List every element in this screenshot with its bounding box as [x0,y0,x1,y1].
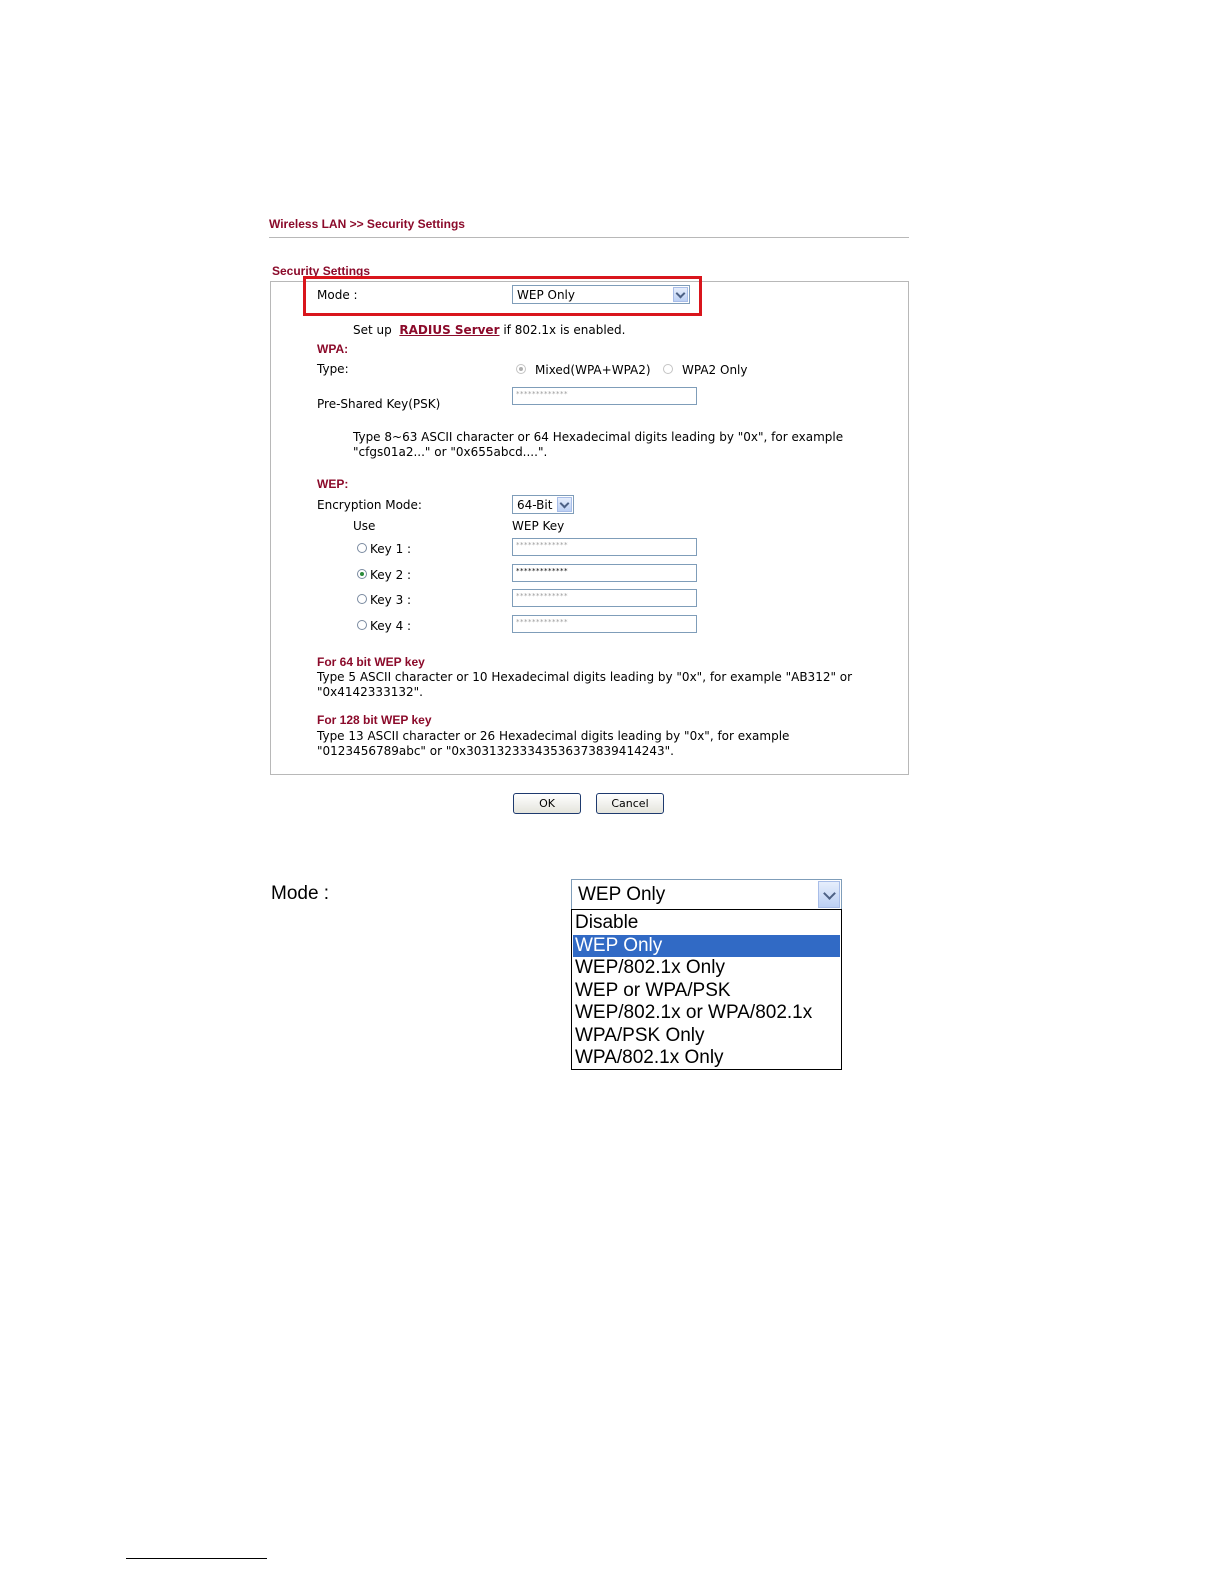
option-wpa-8021x-only[interactable]: WPA/802.1x Only [575,1047,724,1068]
key4-input[interactable]: ************* [512,615,697,633]
option-disable[interactable]: Disable [575,912,639,933]
key4-radio[interactable] [357,620,367,630]
cancel-button[interactable]: Cancel [596,793,664,814]
zoom-mode-label: Mode : [271,883,330,904]
zoom-mode-select-value: WEP Only [578,883,666,905]
mode-dropdown-list [571,909,842,1070]
key1-radio[interactable] [357,543,367,553]
chevron-down-icon[interactable] [818,881,840,908]
breadcrumb-divider [269,237,909,238]
wpa2-only-label: WPA2 Only [682,363,748,377]
wpa2-only-radio[interactable] [663,364,673,374]
key1-input[interactable]: ************* [512,538,697,556]
key4-label: Key 4 : [370,619,412,633]
section-title: Security Settings [272,264,371,278]
wpa-mixed-label: Mixed(WPA+WPA2) [535,363,651,377]
option-wep-or-wpa-psk[interactable]: WEP or WPA/PSK [575,980,731,1001]
option-wep-8021x-or-wpa-8021x[interactable]: WEP/802.1x or WPA/802.1x [575,1002,813,1023]
note-128bit-line2: "0123456789abc" or "0x30313233343536373839414243". [317,744,674,758]
encryption-mode-value: 64-Bit [517,497,553,512]
wpa-mixed-radio[interactable] [516,364,526,374]
wpa-type-label: Type: [317,362,349,376]
wep-key-column-header: WEP Key [512,519,565,533]
ok-button[interactable]: OK [513,793,581,814]
chevron-down-icon[interactable] [557,497,572,512]
psk-label: Pre-Shared Key(PSK) [317,397,441,411]
note-128bit-title: For 128 bit WEP key [317,713,432,727]
radius-prefix: Set up [353,323,392,337]
radius-server-link[interactable]: RADIUS Server [399,323,500,337]
zoom-mode-select[interactable] [571,879,842,910]
encryption-mode-select[interactable] [512,495,574,514]
key2-input[interactable]: ************* [512,564,697,582]
key1-label: Key 1 : [370,542,412,556]
key2-label: Key 2 : [370,568,412,582]
note-64bit-line1: Type 5 ASCII character or 10 Hexadecimal digits leading by "0x", for example "AB312" or [317,670,853,684]
use-column-header: Use [353,519,376,533]
option-wep-only[interactable]: WEP Only [575,935,663,956]
psk-input[interactable]: ************* [512,387,697,405]
option-wep-8021x-only[interactable]: WEP/802.1x Only [575,957,725,978]
key3-label: Key 3 : [370,593,412,607]
radius-note [353,323,625,337]
mode-label: Mode : [317,288,358,302]
chevron-down-icon[interactable] [673,287,688,302]
key3-radio[interactable] [357,594,367,604]
wpa-help-line2: "cfgs01a2..." or "0x655abcd....". [353,445,548,459]
wep-heading: WEP: [317,477,349,491]
breadcrumb: Wireless LAN >> Security Settings [269,217,465,231]
wpa-help-line1: Type 8~63 ASCII character or 64 Hexadecimal digits leading by "0x", for example [353,430,844,444]
note-64bit-title: For 64 bit WEP key [317,655,425,669]
mode-select-value: WEP Only [517,287,575,302]
note-64bit-line2: "0x4142333132". [317,685,423,699]
mode-select[interactable] [512,285,690,304]
note-128bit-line1: Type 13 ASCII character or 26 Hexadecimal digits leading by "0x", for example [317,729,790,743]
option-wpa-psk-only[interactable]: WPA/PSK Only [575,1025,705,1046]
wpa-heading: WPA: [317,342,349,356]
footnote-divider [126,1558,267,1559]
key3-input[interactable]: ************* [512,589,697,607]
key2-radio[interactable] [357,569,367,579]
radius-suffix: if 802.1x is enabled. [503,323,626,337]
encryption-mode-label: Encryption Mode: [317,498,422,512]
